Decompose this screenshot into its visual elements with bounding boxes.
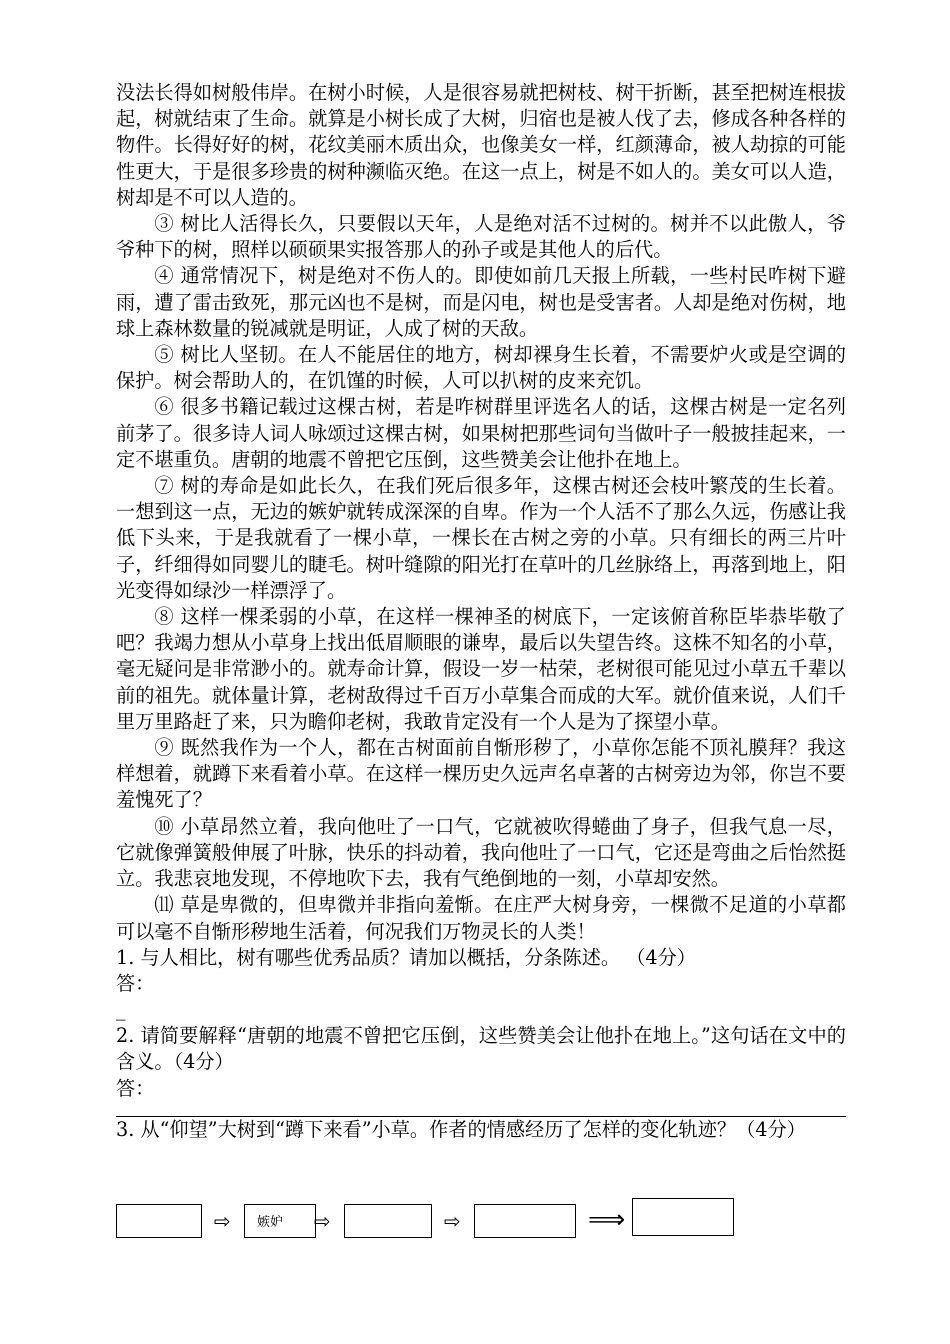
flow-box-1[interactable] [116, 1204, 202, 1238]
answer-1-blank[interactable]: _ [116, 998, 126, 1022]
flow-arrow-3-icon: ⇨ [444, 1209, 461, 1233]
flow-box-4[interactable] [474, 1204, 576, 1238]
answer-1-label: 答： [116, 971, 155, 995]
paragraph-5: ⑤ 树比人坚韧。在人不能居住的地方，树却裸身生长着，不需要炉火或是空调的保护。树会帮助人的，在饥馑的时候，人可以扒树的皮来充饥。 [116, 343, 846, 393]
emotion-flow-diagram [116, 1198, 756, 1242]
paragraph-4: ④ 通常情况下，树是绝对不伤人的。即使如前几天报上所载，一些村民咋树下避雨，遭了雷击致死，那元凶也不是树，而是闪电，树也是受害者。人却是绝对伤树，地球上森林数量的锐减就是明证，人成了树的天敌。 [116, 264, 846, 340]
flow-arrow-1-icon: ⇨ [214, 1209, 231, 1233]
paragraph-8: ⑧ 这样一棵柔弱的小草，在这样一棵神圣的树底下，一定该俯首称臣毕恭毕敬了吧？我竭力想从小草身上找出低眉顺眼的谦卑，最后以失望告终。这株不知名的小草，毫无疑问是非常渺小的。就寿命计算，假设一岁一枯荣，老树很可能见过小草五千辈以前的祖先。就体量计算，老树敌得过千百万小草集合而成的大军。就价值来说，人们千里万里路赶了来，只为瞻仰老树，我敢肯定没有一个人是为了探望小草。 [116, 605, 846, 733]
paragraph-6: ⑥ 很多书籍记载过这棵古树，若是咋树群里评选名人的话，这棵古树是一定名列前茅了。很多诗人词人咏颂过这棵古树，如果树把那些词句当做叶子一般披挂起来，一定不堪重负。唐朝的地震不曾把它压倒，这些赞美会让他扑在地上。 [116, 395, 846, 471]
flow-arrow-2-icon: ⇨ [314, 1209, 331, 1233]
paragraph-9: ⑨ 既然我作为一个人，都在古树面前自惭形秽了，小草你怎能不顶礼膜拜？我这样想着，就蹲下来看着小草。在这样一棵历史久远声名卓著的古树旁边为邻，你岂不要羞愧死了？ [116, 736, 846, 812]
paragraph-7: ⑦ 树的寿命是如此长久，在我们死后很多年，这棵古树还会枝叶繁茂的生长着。一想到这一点，无边的嫉妒就转成深深的自卑。作为一个人活不了那么久远，伤感让我低下头来，于是我就看了一棵小草，一棵长在古树之旁的小草。只有细长的两三片叶子，纤细得如同婴儿的睫毛。树叶缝隙的阳光打在草叶的几丝脉络上，再落到地上，阳光变得如绿沙一样漂浮了。 [116, 474, 846, 602]
paragraph-continued: 没法长得如树般伟岸。在树小时候，人是很容易就把树枝、树干折断，甚至把树连根拔起，树就结束了生命。就算是小树长成了大树，归宿也是被人伐了去，修成各种各样的物件。长得好好的树，花纹美丽木质出众，也像美女一样，红颜薄命，被人劫掠的可能性更大，于是很多珍贵的树种濒临灭绝。在这一点上，树是不如人的。美女可以人造，树却是不可以人造的。 [116, 81, 846, 209]
question-3: 3. 从“仰望”大树到“蹲下来看”小草。作者的情感经历了怎样的变化轨迹？（4分） [116, 1117, 806, 1141]
flow-box-5[interactable] [632, 1198, 734, 1236]
flow-box-3[interactable] [344, 1204, 432, 1238]
answer-2-label: 答： [116, 1076, 155, 1100]
paragraph-11: ⑾ 草是卑微的，但卑微并非指向羞惭。在庄严大树身旁，一棵微不足道的小草都可以毫不自惭形秽地生活着，何况我们万物灵长的人类！ [116, 893, 846, 943]
question-1: 1. 与人相比，树有哪些优秀品质？请加以概括，分条陈述。 （4分） [116, 945, 696, 969]
paragraph-10: ⑩ 小草昂然立着，我向他吐了一口气，它就被吹得蜷曲了身子，但我气息一尽，它就像弹簧般伸展了叶脉，快乐的抖动着，我向他吐了一口气，它还是弯曲之后怡然挺立。我悲哀地发现，不停地吹下去，我有气绝倒地的一刻，小草却安然。 [116, 814, 846, 891]
question-2: 2. 请简要解释“唐朝的地震不曾把它压倒，这些赞美会让他扑在地上。”这句话在文中的含义。（4分） [116, 1024, 846, 1074]
flow-arrow-4-icon: ⟹ [588, 1205, 626, 1235]
flow-box-2-label: 嫉妒 [257, 1215, 284, 1230]
document-body [116, 80, 846, 1143]
paragraph-3: ③ 树比人活得长久，只要假以天年，人是绝对活不过树的。树并不以此傲人，爷爷种下的树，照样以硕硕果实报答那人的孙子或是其他人的后代。 [116, 212, 846, 262]
flow-box-2[interactable] [244, 1204, 316, 1238]
